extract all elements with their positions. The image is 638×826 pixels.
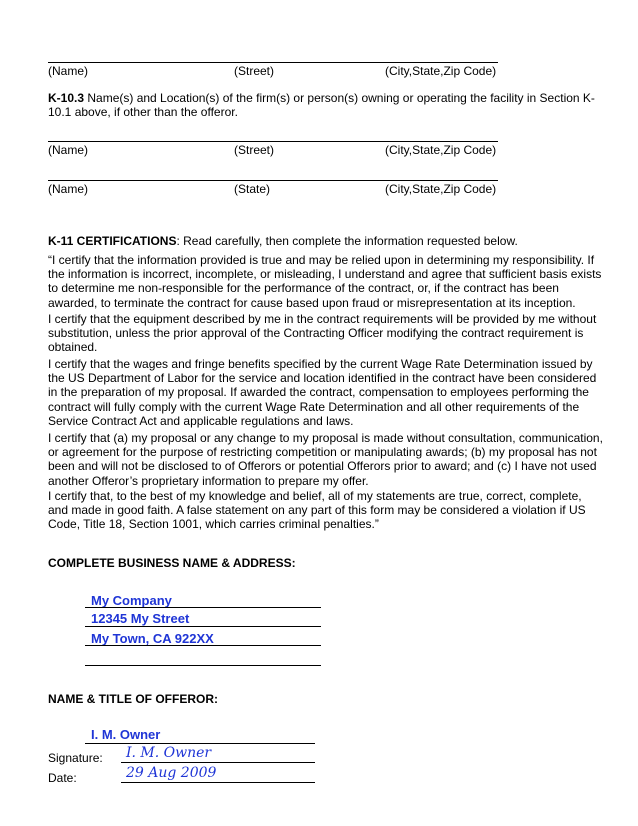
address-2-street-label: (Street): [234, 143, 275, 157]
address-2-city-label: (City,State,Zip Code): [385, 143, 497, 157]
k10-3-paragraph: [48, 91, 604, 119]
address-3-state-label: (State): [234, 182, 271, 196]
business-rule-1[interactable]: [85, 607, 321, 608]
date-label: Date:: [48, 771, 77, 785]
address-1-street-label: (Street): [234, 64, 275, 78]
address-2-rule: [48, 141, 498, 142]
offeror-name: I. M. Owner: [91, 727, 161, 742]
signature-label: Signature:: [48, 751, 103, 765]
k11-paragraph-2: I certify that the equipment described by me in the contract requirements will be provided by me without substitution, unless the prior approval of the Contracting Officer modifying the contract requirement is obtained.: [48, 312, 597, 355]
k10-3-number: K-10.3: [48, 91, 85, 105]
date-value: 29 Aug 2009: [126, 765, 217, 781]
offeror-heading: NAME & TITLE OF OFFEROR:: [48, 692, 218, 706]
address-3-rule: [48, 180, 498, 181]
k11-paragraph-1: “I certify that the information provided is true and may be relied upon in determining my responsibility. If the information is incorrect, incomplete, or misleading, I understand and agree that sufficient basis exists to determine me non-responsible for the performance of the contract, or, if the contract has been awarded, to terminate the contract for cause based upon fraud or misrepresentation at its inception.: [48, 253, 602, 310]
address-1-rule: [48, 62, 498, 63]
address-1-name-label: (Name): [48, 64, 89, 78]
k10-3-text: Name(s) and Location(s) of the firm(s) or person(s) owning or operating the facility in Section K-10.1 above, if other than the offeror.: [48, 91, 595, 120]
k11-heading: K-11 CERTIFICATIONS: [48, 234, 177, 248]
business-line-3: My Town, CA 922XX: [91, 631, 214, 646]
date-rule[interactable]: [121, 782, 315, 783]
k11-paragraph-5: I certify that, to the best of my knowledge and belief, all of my statements are true, correct, complete, and made in good faith. A false statement on any part of this form may be considered a violation if US Code, Title 18, Section 1001, which carries criminal penalties.”: [48, 489, 586, 532]
business-rule-3[interactable]: [85, 645, 321, 646]
business-heading: COMPLETE BUSINESS NAME & ADDRESS:: [48, 556, 296, 570]
address-3-city-label: (City,State,Zip Code): [385, 182, 497, 196]
business-line-1: My Company: [91, 593, 172, 608]
address-3-name-label: (Name): [48, 182, 89, 196]
business-rule-2[interactable]: [85, 626, 321, 627]
offeror-name-rule[interactable]: [85, 743, 315, 744]
business-line-2: 12345 My Street: [91, 611, 190, 626]
signature-rule[interactable]: [121, 762, 315, 763]
k11-paragraph-4: I certify that (a) my proposal or any change to my proposal is made without consultation, communication, or agreement for the purpose of restricting competition or manipulating awards; (b) my proposal has not been and will not be disclosed to of Offerors or potential Offerors prior to award; and (c) I have not used another Offeror’s proprietary information to prepare my offer.: [48, 431, 603, 488]
address-1-city-label: (City,State,Zip Code): [385, 64, 497, 78]
k11-heading-line: [48, 234, 604, 248]
address-2-name-label: (Name): [48, 143, 89, 157]
k11-paragraph-3: I certify that the wages and fringe benefits specified by the current Wage Rate Determination issued by the US Department of Labor for the service and location identified in the contract have been considered in the preparation of my proposal. If awarded the contract, compensation to employees performing the contract will fully comply with the current Wage Rate Determination and all other requirements of the Service Contract Act and applicable regulations and laws.: [48, 357, 597, 428]
signature-value: I. M. Owner: [126, 745, 212, 761]
business-rule-4[interactable]: [85, 665, 321, 666]
k11-intro: : Read carefully, then complete the information requested below.: [176, 234, 518, 248]
